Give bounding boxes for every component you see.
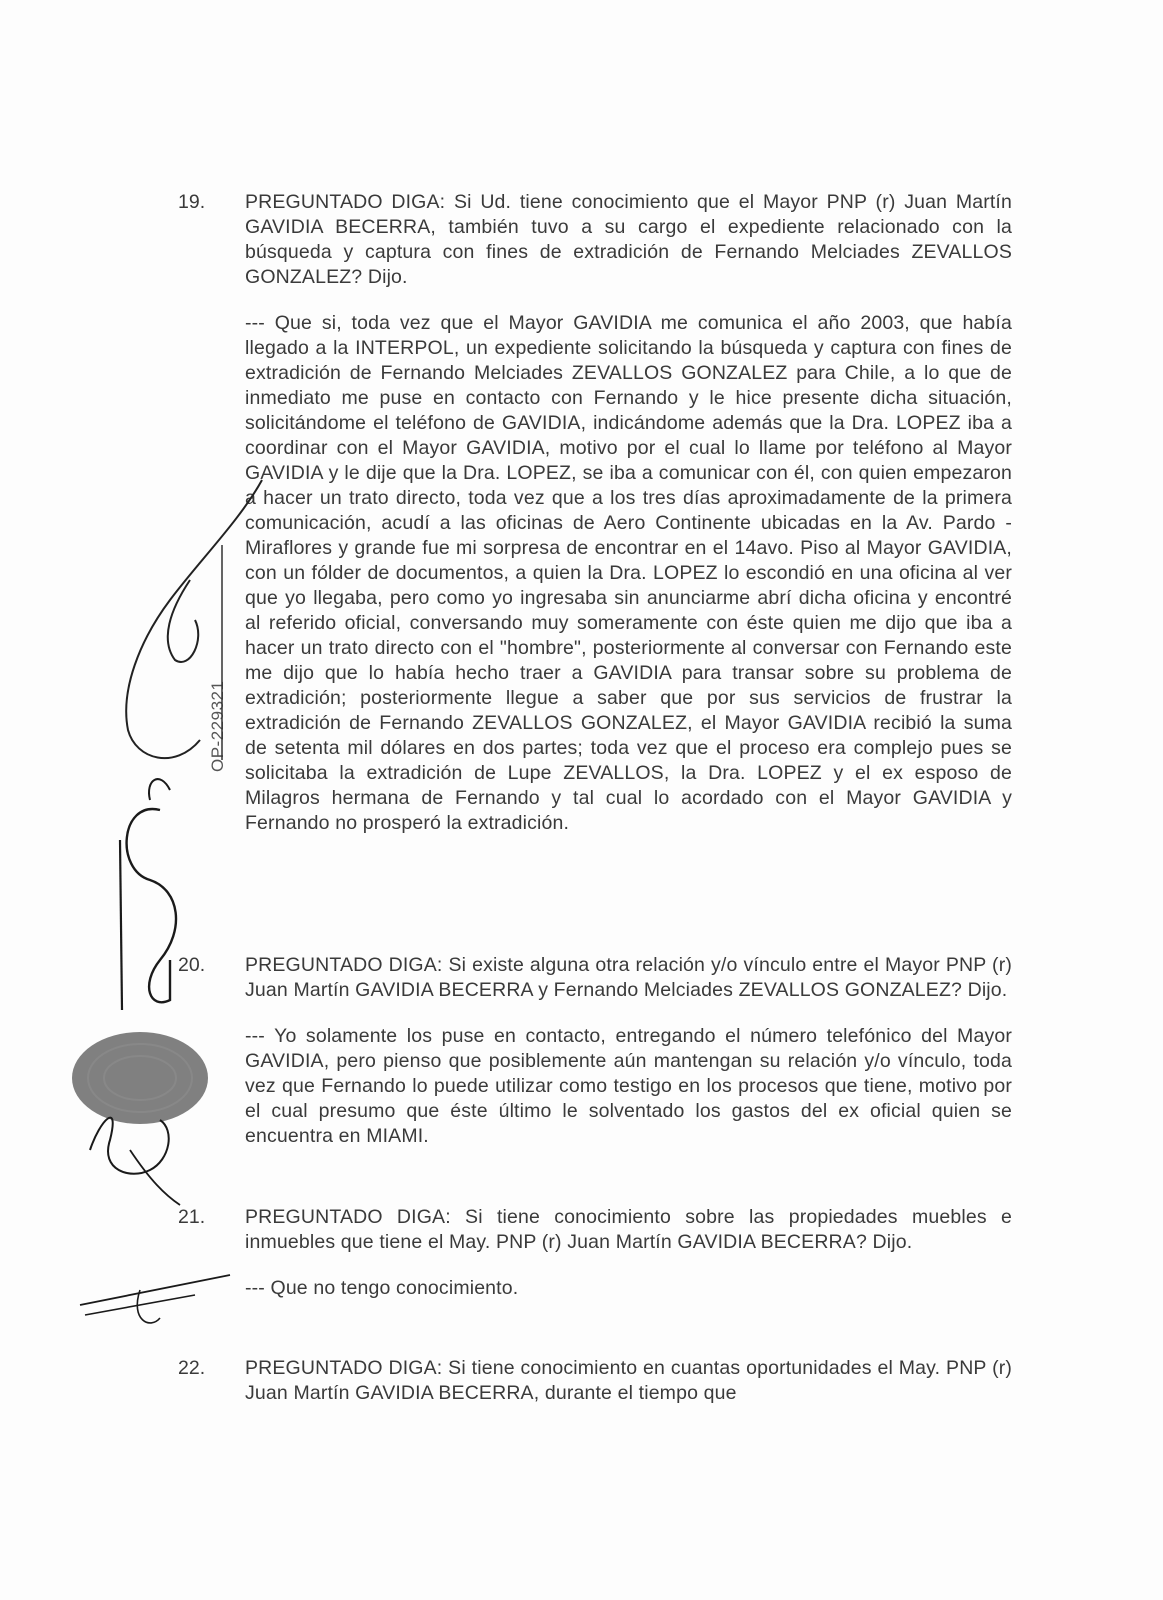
signature [90,1118,169,1174]
question-text: PREGUNTADO DIGA: Si Ud. tiene conocimiento que el Mayor PNP (r) Juan Martín GAVIDIA BECERRA, también tuvo a su cargo el expediente relacionado con la búsqueda y captura con fines de extradición de Fernando Melciades ZEVALLOS GONZALEZ? Dijo. [245,191,1012,288]
signature [120,840,122,1010]
item-number: 22. [178,1357,206,1379]
question-text: PREGUNTADO DIGA: Si tiene conocimiento sobre las propiedades muebles e inmuebles que tiene el May. PNP (r) Juan Martín GAVIDIA BECERRA? Dijo. [245,1206,1012,1253]
question-text: PREGUNTADO DIGA: Si tiene conocimiento en cuantas oportunidades el May. PNP (r) Juan Martín GAVIDIA BECERRA, durante el tiempo que [245,1357,1012,1404]
answer-text: --- Yo solamente los puse en contacto, entregando el número telefónico del Mayor GAVIDIA, pero pienso que posiblemente aún mantengan su relación y/o vínculo, toda vez que Fernando lo puede utilizar como testigo en los procesos que tiene, motivo por el cual presumo que éste último le solventado los gastos del ex oficial quien se encuentra en MIAMI. [245,1025,1012,1147]
signature [130,1150,180,1205]
item-number: 19. [178,191,206,213]
question-item-22 [178,1356,1012,1406]
signature [127,809,176,1002]
fingerprint-mark [104,1056,176,1100]
signature [149,779,170,800]
question-item-19 [178,190,1012,836]
question-item-20 [178,953,1012,1149]
answer-text: --- Que si, toda vez que el Mayor GAVIDIA me comunica el año 2003, que había llegado a la INTERPOL, un expediente solicitando la búsqueda y captura con fines de extradición de Fernando Melciades ZEVALLOS GONZALEZ para Chile, a lo que de inmediato me puse en contacto con Fernando y le hice presente dicha situación, solicitándome el teléfono de GAVIDIA, indicándome además que la Dra. LOPEZ iba a coordinar con el Mayor GAVIDIA, motivo por el cual lo llame por teléfono al Mayor GAVIDIA y le dije que la Dra. LOPEZ, se iba a comunicar con él, con quien empezaron a hacer un trato directo, toda vez que a los tres días aproximadamente de la primera comunicación, acudí a las oficinas de Aero Continente ubicadas en la Av. Pardo - Miraflores y grande fue mi sorpresa de encontrar en el 14avo. Piso al Mayor GAVIDIA, con un fólder de documentos, a quien la Dra. LOPEZ lo escondió en una oficina al ver que yo llegaba, pero como yo ingresaba sin anunciarme abrí dicha oficina y encontré al referido oficial, conversando muy someramente con éste quien me dijo que iba a hacer un trato directo con el "hombre", posteriormente al conversar con Fernando este me dijo que lo había hecho traer a GAVIDIA para transar sobre su problema de extradición; posteriormente llegue a saber que por sus servicios de frustrar la extradición de Fernando ZEVALLOS GONZALEZ, el Mayor GAVIDIA recibió la suma de setenta mil dólares en dos partes; toda vez que el proceso era complejo pues se solicitaba la extradición de Lupe ZEVALLOS, la Dra. LOPEZ y el ex esposo de Milagros hermana de Fernando y tal cual lo acordado con el Mayor GAVIDIA y Fernando no prosperó la extradición. [245,312,1012,834]
fingerprint-mark [88,1044,192,1112]
initials-mark [137,1290,160,1323]
question-item-21 [178,1205,1012,1301]
item-number: 20. [178,954,206,976]
stamp-code: OP-229321 [208,680,227,772]
question-text: PREGUNTADO DIGA: Si existe alguna otra relación y/o vínculo entre el Mayor PNP (r) Juan Martín GAVIDIA BECERRA y Fernando Melciades ZEVALLOS GONZALEZ? Dijo. [245,954,1012,1001]
vertical-stamp [208,612,236,772]
answer-text: --- Que no tengo conocimiento. [245,1277,519,1299]
item-number: 21. [178,1206,206,1228]
